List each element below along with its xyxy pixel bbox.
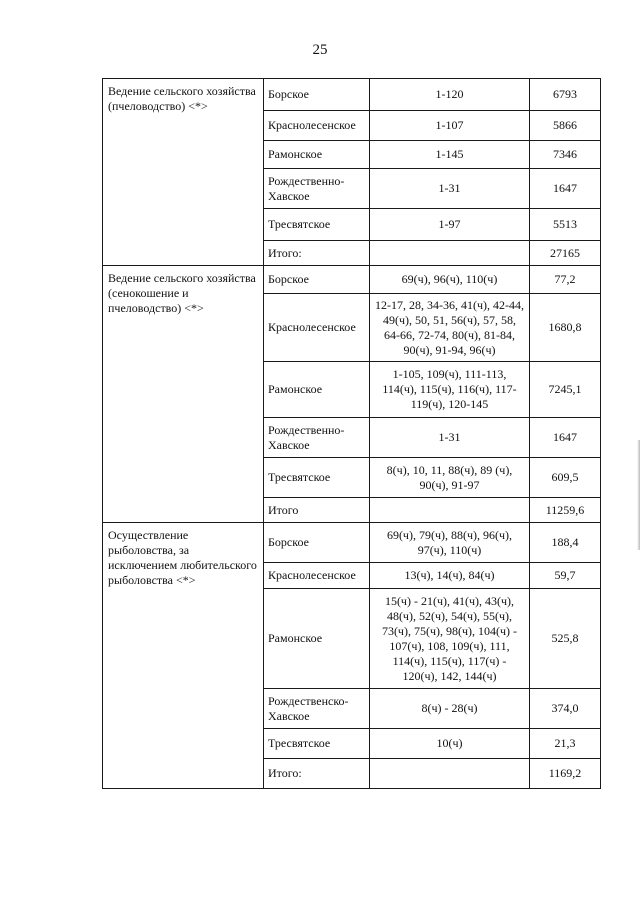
quarters-cell: 12-17, 28, 34-36, 41(ч), 42-44, 49(ч), 50, 51, 56(ч), 57, 58, 64-66, 72-74, 80(ч), 81-84, 90(ч), 91-94, 96(ч) [370, 294, 530, 362]
quarters-cell [370, 241, 530, 266]
quarters-cell: 1-145 [370, 141, 530, 169]
quarters-cell: 1-31 [370, 418, 530, 458]
area-cell: 21,3 [530, 729, 601, 759]
area-cell: 77,2 [530, 266, 601, 294]
area-cell: 1647 [530, 418, 601, 458]
quarters-cell: 69(ч), 96(ч), 110(ч) [370, 266, 530, 294]
settlement-cell: Тресвятское [264, 458, 370, 498]
area-cell: 7245,1 [530, 362, 601, 418]
area-cell: 1680,8 [530, 294, 601, 362]
quarters-cell: 8(ч), 10, 11, 88(ч), 89 (ч), 90(ч), 91-97 [370, 458, 530, 498]
settlement-cell: Борское [264, 266, 370, 294]
total-label: Итого: [264, 759, 370, 789]
quarters-cell [370, 498, 530, 523]
area-cell: 7346 [530, 141, 601, 169]
forest-use-table [102, 78, 601, 789]
settlement-cell: Рождественно-Хавское [264, 169, 370, 209]
area-cell: 609,5 [530, 458, 601, 498]
quarters-cell [370, 759, 530, 789]
settlement-cell: Тресвятское [264, 729, 370, 759]
total-label: Итого: [264, 241, 370, 266]
quarters-cell: 1-105, 109(ч), 111-113, 114(ч), 115(ч), 116(ч), 117-119(ч), 120-145 [370, 362, 530, 418]
quarters-cell: 10(ч) [370, 729, 530, 759]
activity-cell: Осуществление рыболовства, за исключением любительского рыболовства <*> [103, 523, 264, 789]
total-area: 11259,6 [530, 498, 601, 523]
settlement-cell: Краснолесенское [264, 294, 370, 362]
table-row [103, 79, 601, 111]
settlement-cell: Рождественско-Хавское [264, 689, 370, 729]
area-cell: 1647 [530, 169, 601, 209]
area-cell: 5513 [530, 209, 601, 241]
settlement-cell: Борское [264, 523, 370, 563]
table-row [103, 266, 601, 294]
total-area: 27165 [530, 241, 601, 266]
settlement-cell: Борское [264, 79, 370, 111]
settlement-cell: Тресвятское [264, 209, 370, 241]
activity-cell: Ведение сельского хозяйства (сенокошение и пчеловодство) <*> [103, 266, 264, 523]
quarters-cell: 69(ч), 79(ч), 88(ч), 96(ч), 97(ч), 110(ч) [370, 523, 530, 563]
total-label: Итого [264, 498, 370, 523]
quarters-cell: 1-120 [370, 79, 530, 111]
activity-cell: Ведение сельского хозяйства (пчеловодство) <*> [103, 79, 264, 266]
area-cell: 6793 [530, 79, 601, 111]
quarters-cell: 1-107 [370, 111, 530, 141]
settlement-cell: Рамонское [264, 589, 370, 689]
area-cell: 525,8 [530, 589, 601, 689]
area-cell: 188,4 [530, 523, 601, 563]
settlement-cell: Рамонское [264, 362, 370, 418]
area-cell: 5866 [530, 111, 601, 141]
quarters-cell: 8(ч) - 28(ч) [370, 689, 530, 729]
settlement-cell: Рождественно-Хавское [264, 418, 370, 458]
area-cell: 59,7 [530, 563, 601, 589]
settlement-cell: Рамонское [264, 141, 370, 169]
settlement-cell: Краснолесенское [264, 563, 370, 589]
page-number: 25 [312, 42, 328, 58]
settlement-cell: Краснолесенское [264, 111, 370, 141]
quarters-cell: 1-97 [370, 209, 530, 241]
quarters-cell: 13(ч), 14(ч), 84(ч) [370, 563, 530, 589]
area-cell: 374,0 [530, 689, 601, 729]
quarters-cell: 15(ч) - 21(ч), 41(ч), 43(ч), 48(ч), 52(ч), 54(ч), 55(ч), 73(ч), 75(ч), 98(ч), 104(ч) - 107(ч), 108, 109(ч), 111, 114(ч), 115(ч), 117(ч) - 120(ч), 142, 144(ч) [370, 589, 530, 689]
table-row [103, 523, 601, 563]
total-area: 1169,2 [530, 759, 601, 789]
quarters-cell: 1-31 [370, 169, 530, 209]
